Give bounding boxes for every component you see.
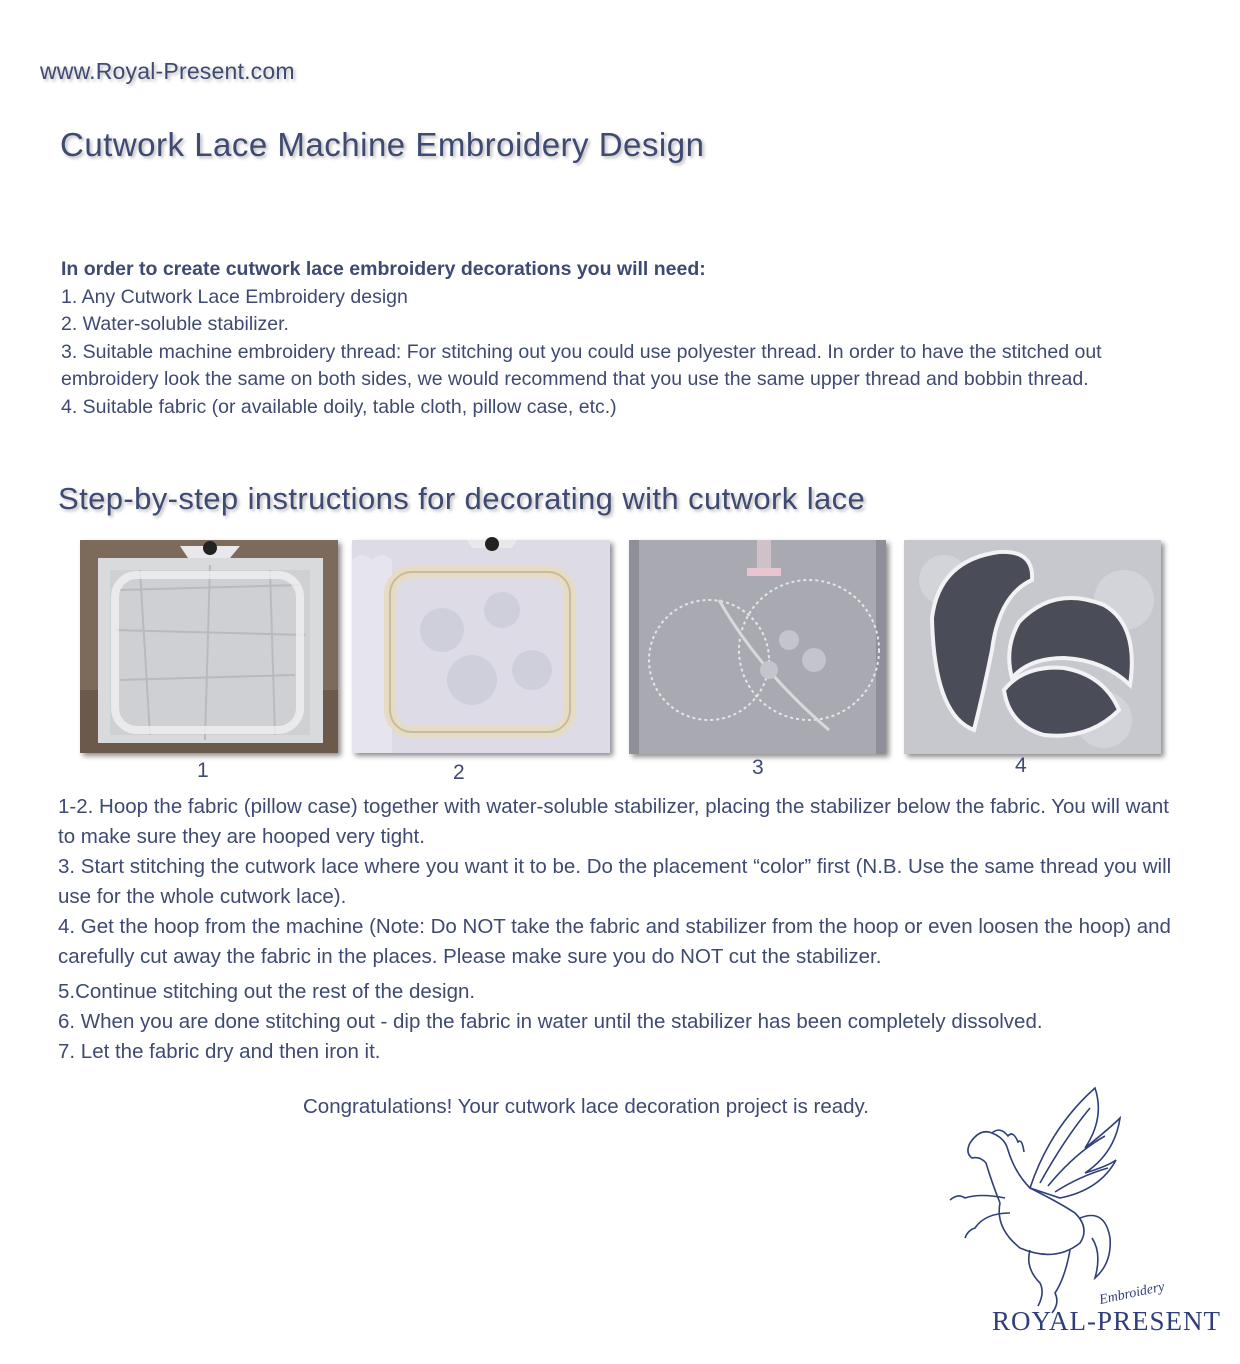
instruction-item: 4. Get the hoop from the machine (Note: Do NOT take the fabric and stabilizer from the hoop or even loosen the hoop) and carefully cut away the fabric in the places. Please make sure you do NOT cut the stabilizer. [58,915,1171,968]
step-photo-2 [352,540,610,753]
step-photo-1 [80,540,338,753]
instructions-list [58,792,1188,1067]
step-photo-3 [629,540,886,754]
congratulations-text: Congratulations! Your cutwork lace decoration project is ready. [303,1095,869,1118]
requirement-item: 1. Any Cutwork Lace Embroidery design [61,285,408,308]
step-photo-4 [904,540,1161,754]
instruction-item: 3. Start stitching the cutwork lace where you want it to be. Do the placement “color” first (N.B. Use the same thread you will use for the whole cutwork lace). [58,855,1172,908]
step-photo-label: 3 [752,756,764,779]
requirements-section [61,256,1141,421]
step-photo-label: 1 [197,759,209,782]
pegasus-icon [880,1078,1222,1348]
instruction-item: 1-2. Hoop the fabric (pillow case) together with water-soluble stabilizer, placing the stabilizer below the fabric. You will want to make sure they are hooped very tight. [58,795,1169,848]
steps-title: Step-by-step instructions for decorating with cutwork lace [58,481,866,516]
instruction-item: 7. Let the fabric dry and then iron it. [58,1040,381,1063]
step-photo-label: 4 [1015,754,1027,777]
instruction-item: 5.Continue stitching out the rest of the design. [58,980,476,1003]
instruction-item: 6. When you are done stitching out - dip the fabric in water until the stabilizer has been completely dissolved. [58,1010,1043,1033]
requirement-item: 3. Suitable machine embroidery thread: For stitching out you could use polyester thread. In order to have the stitched out embroidery look the same on both sides, we would recommend that you use the same upper thread and bobbin thread. [61,340,1102,390]
royal-present-logo [880,1078,1222,1348]
requirement-item: 2. Water-soluble stabilizer. [61,313,289,335]
requirement-item: 4. Suitable fabric (or available doily, table cloth, pillow case, etc.) [61,395,617,418]
site-url: www.Royal-Present.com [40,58,295,84]
step-photo-label: 2 [453,761,465,784]
logo-script: Embroidery [1097,1279,1166,1308]
document-title: Cutwork Lace Machine Embroidery Design [60,126,705,163]
requirements-heading: In order to create cutwork lace embroidery decorations you will need: [61,258,706,280]
logo-wordmark: ROYAL-PRESENT [992,1306,1222,1336]
